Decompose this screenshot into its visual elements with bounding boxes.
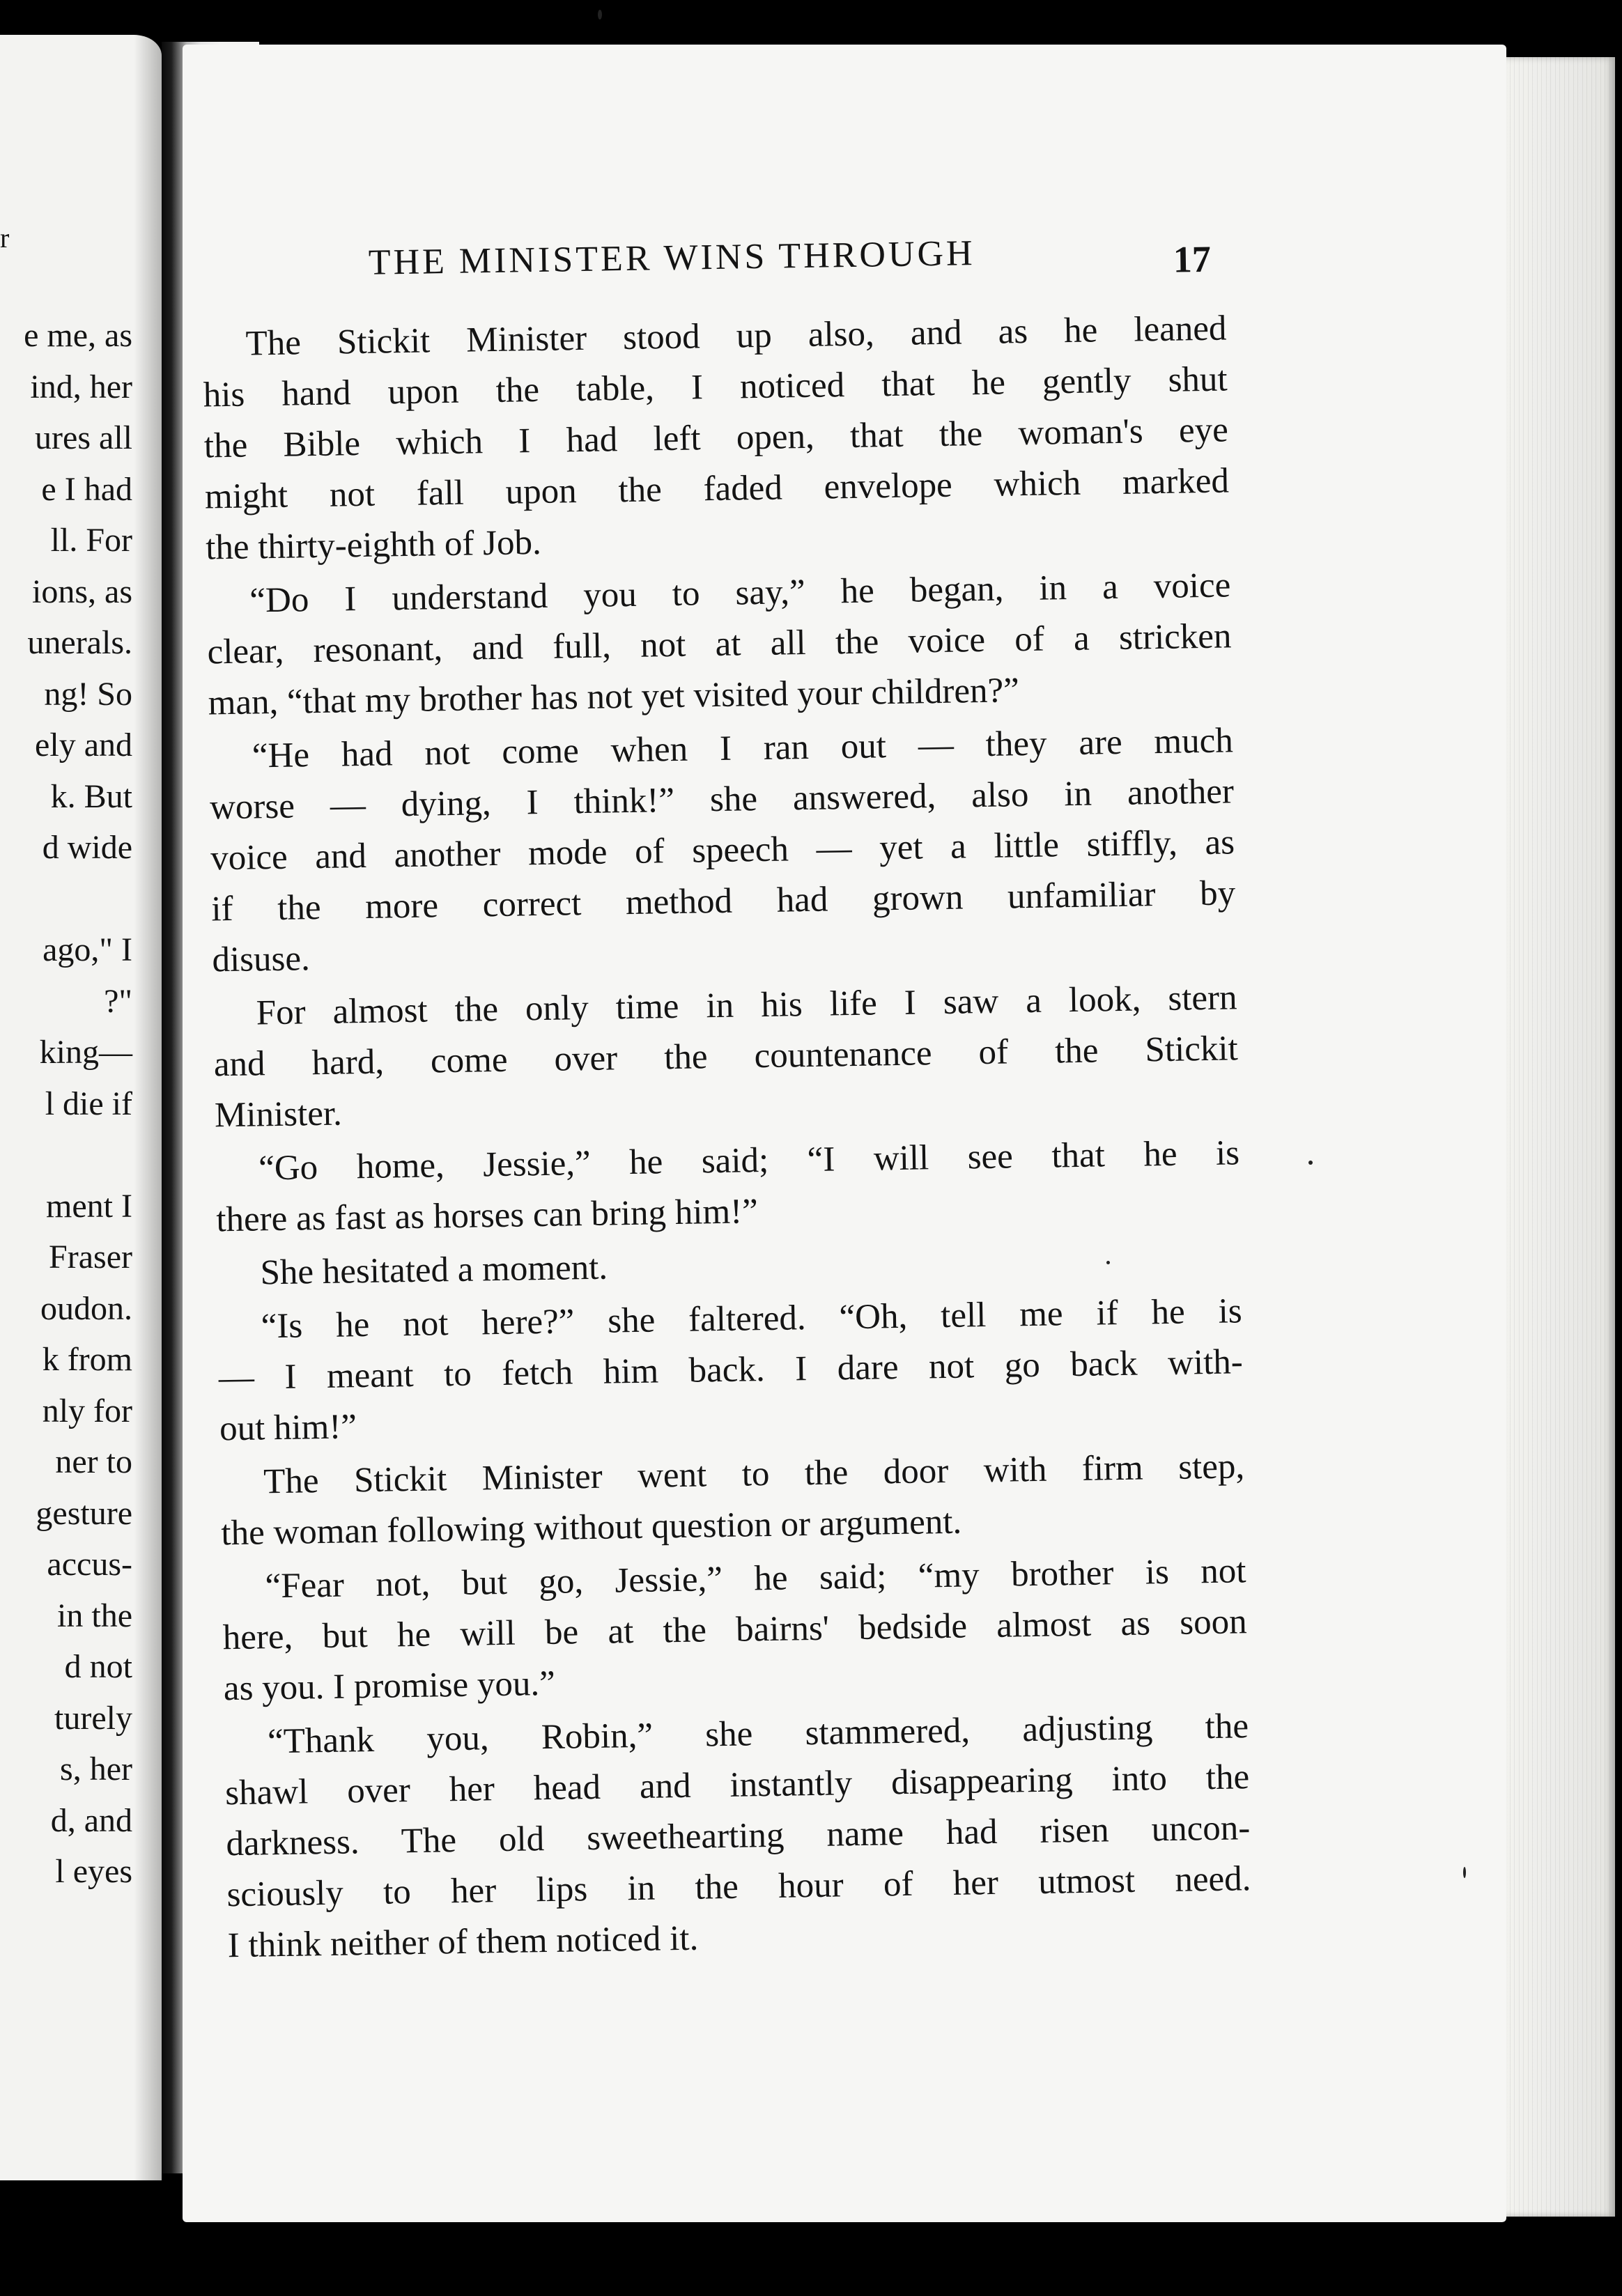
page-block-edge: [1491, 57, 1615, 2217]
page-edge-line: [1537, 57, 1538, 2217]
left-page-line: accus-: [47, 1546, 132, 1583]
body-line: “He had not come when I ran out — they are much: [252, 721, 1234, 776]
left-page-line: oudon.: [40, 1289, 132, 1327]
page-edge-line: [1591, 57, 1592, 2217]
page-edge-line: [1550, 57, 1551, 2217]
page-edge-line: [1523, 57, 1524, 2217]
page-edge-line: [1564, 57, 1565, 2217]
page-edge-line: [1555, 57, 1556, 2217]
body-line: there as fast as horses can bring him!”: [215, 1192, 759, 1240]
page-edge-line: [1528, 57, 1529, 2217]
running-head: THE MINISTER WINS THROUGH: [368, 233, 975, 283]
body-line: The Stickit Minister stood up also, and as he leaned: [245, 309, 1227, 364]
body-line: voice and another mode of speech — yet a little stiffly, as: [210, 823, 1235, 878]
scan-speck: [1463, 1867, 1466, 1878]
body-line: his hand upon the table, I noticed that he gently shut: [203, 359, 1228, 415]
left-page-line: ions, as: [32, 573, 132, 610]
body-line: “Do I understand you to say,” he began, in a voice: [249, 566, 1231, 621]
body-line: the thirty-eighth of Job.: [205, 522, 542, 568]
left-page-line: gesture: [36, 1494, 132, 1532]
page-edge-line: [1546, 57, 1547, 2217]
left-page-line: d, and: [50, 1801, 132, 1839]
page-edge-line: [1573, 57, 1574, 2217]
left-page-line: d wide: [42, 829, 132, 866]
body-line: the woman following without question or argument.: [220, 1502, 962, 1553]
body-line: worse — dying, I think!” she answered, also in another: [209, 772, 1235, 828]
body-line: if the more correct method had grown unfamiliar by: [210, 874, 1236, 929]
body-line: “Fear not, but go, Jessie,” he said; “my brother is not: [265, 1551, 1246, 1606]
page-number: 17: [1173, 238, 1212, 281]
body-line: “Thank you, Robin,” she stammered, adjusting the: [267, 1707, 1249, 1762]
body-line: “Is he not here?” she faltered. “Oh, tell me if he is: [261, 1292, 1243, 1347]
left-page-line: turely: [54, 1699, 132, 1737]
page-edge-line: [1510, 57, 1511, 2217]
scan-speck: [598, 10, 602, 20]
scan-speck: [1106, 1261, 1110, 1264]
body-line: darkness. The old sweethearting name had risen uncon-: [225, 1808, 1251, 1864]
body-line: clear, resonant, and full, not at all the voice of a stricken: [207, 616, 1232, 672]
body-line: sciously to her lips in the hour of her utmost need.: [226, 1859, 1251, 1915]
page-edge-line: [1532, 57, 1533, 2217]
left-page-line: ind, her: [30, 368, 132, 405]
body-line: She hesitated a moment.: [260, 1248, 608, 1293]
left-page-line: nly for: [42, 1392, 132, 1429]
left-page-line: ?": [104, 982, 132, 1020]
body-line: disuse.: [212, 939, 311, 980]
page-edge-line: [1600, 57, 1601, 2217]
left-page-shadow: [134, 35, 162, 2180]
left-page-line: ago," I: [43, 931, 132, 968]
left-page-line: ely and: [35, 727, 132, 763]
page-edge-line: [1568, 57, 1569, 2217]
left-facing-page: [0, 35, 162, 2180]
body-line: “Go home, Jessie,” he said; “I will see that he is: [258, 1133, 1240, 1188]
body-line: here, but he will be at the bairns' bedside almost as soon: [222, 1602, 1248, 1658]
left-page-line: e me, as: [24, 317, 132, 354]
body-line: The Stickit Minister went to the door with firm step,: [263, 1447, 1245, 1502]
left-page-line: Fraser: [49, 1239, 132, 1275]
page-text-block: [201, 222, 1251, 1994]
left-page-mark: r: [0, 222, 10, 254]
body-line: I think neither of them noticed it.: [227, 1918, 699, 1966]
page-edge-line: [1519, 57, 1520, 2217]
left-page-line: in the: [57, 1597, 132, 1634]
left-page-line: ner to: [55, 1443, 132, 1480]
page-edge-line: [1577, 57, 1578, 2217]
body-line: — I meant to fetch him back. I dare not go back with-: [218, 1342, 1244, 1398]
body-line: out him!”: [219, 1407, 357, 1449]
body-line: might not fall upon the faded envelope which marked: [204, 461, 1230, 517]
left-page-line: l eyes: [55, 1853, 132, 1890]
page-edge-line: [1541, 57, 1542, 2217]
left-page-line: k. But: [50, 777, 132, 815]
left-page-line: king—: [39, 1034, 132, 1071]
body-line: shawl over her head and instantly disappearing into the: [224, 1758, 1250, 1813]
left-page-line: k from: [42, 1341, 132, 1378]
left-page-line: ment I: [46, 1187, 132, 1225]
body-line: Minister.: [214, 1094, 343, 1135]
body-line: the Bible which I had left open, that the woman's eye: [203, 410, 1229, 466]
page-edge-line: [1586, 57, 1587, 2217]
left-page-line: l die if: [45, 1085, 132, 1122]
left-page-line: ures all: [35, 419, 132, 456]
page-edge-line: [1559, 57, 1560, 2217]
page-edge-line: [1609, 57, 1610, 2217]
left-page-line: e I had: [41, 470, 132, 508]
left-page-line: unerals.: [27, 624, 132, 661]
left-page-line: d not: [64, 1648, 132, 1685]
body-line: man, “that my brother has not yet visited your children?”: [208, 671, 1020, 723]
scan-speck: [1308, 1161, 1313, 1165]
body-line: For almost the only time in his life I saw a look, stern: [256, 978, 1237, 1033]
page-edge-line: [1514, 57, 1515, 2217]
left-page-line: s, her: [60, 1751, 132, 1787]
left-page-line: ng! So: [44, 675, 132, 713]
page-edge-line: [1582, 57, 1583, 2217]
body-line: and hard, come over the countenance of the Stickit: [213, 1029, 1239, 1085]
left-page-line: ll. For: [50, 522, 132, 559]
body-line: as you. I promise you.”: [223, 1663, 556, 1709]
